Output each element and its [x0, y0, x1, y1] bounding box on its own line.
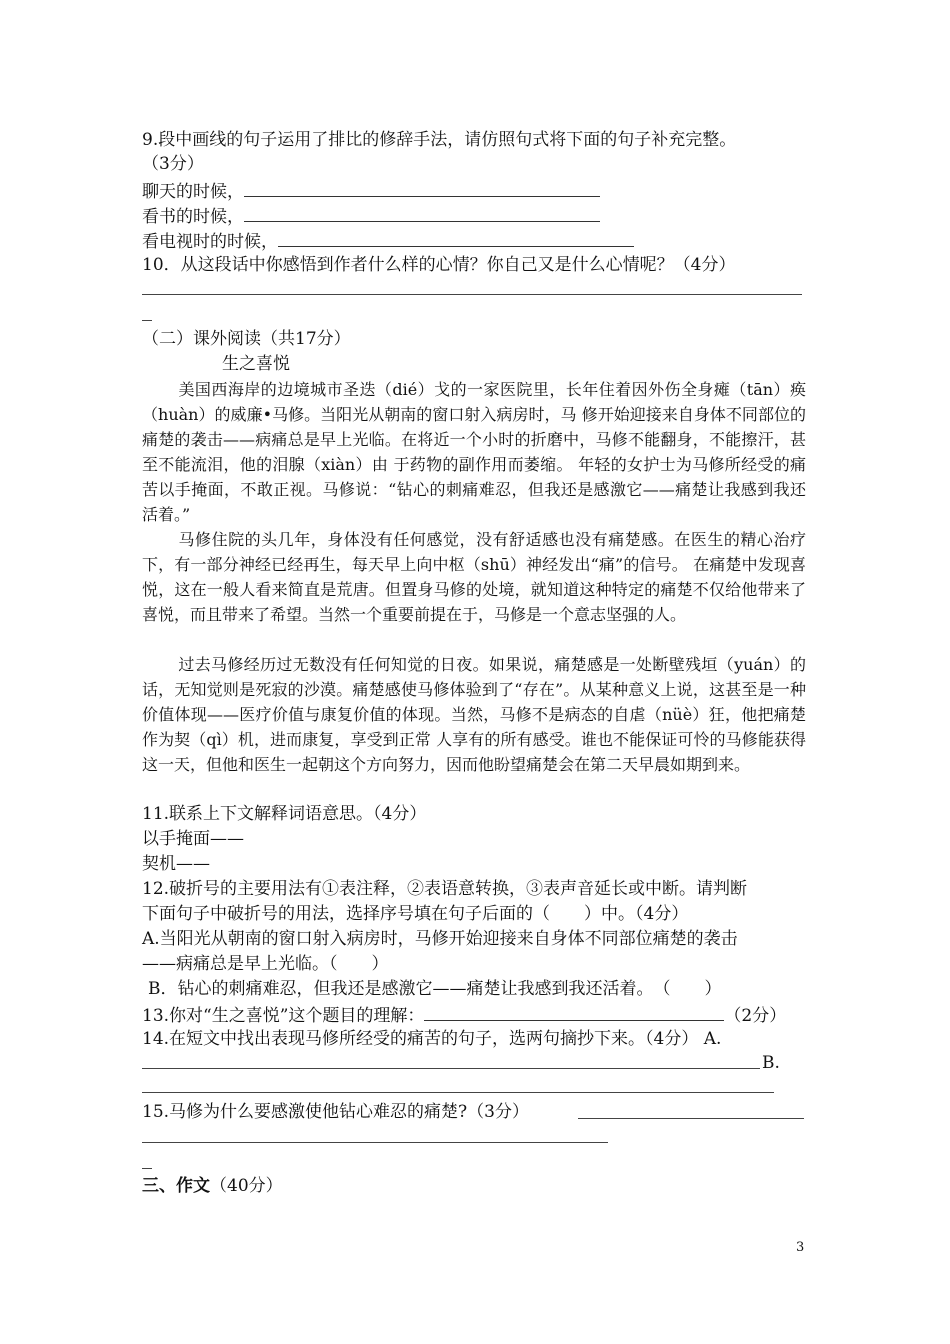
q12-sentence-a-1: A.当阳光从朝南的窗口射入病房时，马修开始迎接来自身体不同部位痛楚的袭击: [142, 929, 738, 949]
q15-answer-line-end: [142, 1168, 152, 1169]
q13-line: [142, 1002, 786, 1028]
article-paragraph-2-text: 马修住院的头几年，身体没有任何感觉，没有舒适感也没有痛楚感。在医生的精心治疗下，有一部分神经已经再生，每天早上向中枢（shū）神经发出“痛”的信号。 在痛楚中发现喜悦，这在一般人看来简直是荒唐。但置身马修的处境，就知道这种特定的痛楚不仅给他带来了喜悦，而且带来了希望。当然一个重要前提在于，马修是一个意志坚强的人。: [142, 530, 806, 624]
q9-item-tv: [142, 228, 634, 254]
q14-prompt: 14.在短文中找出表现马修所经受的痛苦的句子，选两句摘抄下来。（4分） A.: [142, 1029, 722, 1049]
q9-item-chat-label: 聊天的时候，: [142, 182, 244, 202]
article-paragraph-1-text: 美国西海岸的边境城市圣迭（dié）戈的一家医院里，长年住着因外伤全身瘫（tān）痪（huàn）的威廉•马修。当阳光从朝南的窗口射入病房时，马 修开始迎接来自身体不同部位的痛楚的袭击——病痛总是早上光临。在将近一个小时的折磨中，马修不能翻身，不能擦汗，甚至不能流泪，他的泪腺（xiàn）由 于药物的副作用而萎缩。 年轻的女护士为马修所经受的痛苦以手掩面，不敢正视。马修说：“钻心的刺痛难忍，但我还是感激它——痛楚让我感到我还活着。”: [142, 380, 806, 524]
q9-prompt: 9.段中画线的句子运用了排比的修辞手法，请仿照句式将下面的句子补充完整。: [142, 130, 737, 150]
q11-word-2: 契机——: [142, 854, 210, 874]
q9-item-chat: [142, 178, 600, 204]
q9-answer-blank-2[interactable]: [244, 203, 600, 222]
q10-answer-line-end: [142, 320, 152, 321]
q10-prompt: 10．从这段话中你感悟到作者什么样的心情？你自己又是什么心情呢？（4分）: [142, 255, 736, 275]
q15-answer-line-2[interactable]: [142, 1142, 608, 1143]
q15-answer-line-1[interactable]: [578, 1118, 804, 1119]
q9-item-read-label: 看书的时候，: [142, 207, 244, 227]
q9-answer-blank-1[interactable]: [244, 178, 600, 197]
q14-label-b: B.: [762, 1053, 780, 1073]
article-paragraph-1: [142, 377, 806, 527]
article-paragraph-3-text: 过去马修经历过无数没有任何知觉的日夜。如果说，痛楚感是一处断壁残垣（yuán）的话，无知觉则是死寂的沙漠。痛楚感使马修体验到了“存在”。从某种意义上说，这甚至是一种价值体现——医疗价值与康复价值的体现。当然，马修不是病态的自虐（nüè）狂，他把痛楚作为契（qì）机，进而康复，享受到正常 人享有的所有感受。谁也不能保证可怜的马修能获得这一天，但他和医生一起朝这个方向努力，因而他盼望痛楚会在第二天早晨如期到来。: [142, 655, 806, 774]
q13-score: （2分）: [724, 1006, 787, 1026]
q12-sentence-a-2: ——病痛总是早上光临。（ ）: [142, 954, 389, 974]
section3-title: 三、作文: [142, 1176, 210, 1196]
page-number: 3: [796, 1240, 805, 1255]
q9-item-tv-label: 看电视时的时候，: [142, 232, 278, 252]
section3-heading: [142, 1174, 283, 1198]
q11-word-1: 以手掩面——: [142, 829, 244, 849]
q12-prompt-1: 12.破折号的主要用法有①表注释，②表语意转换，③表声音延长或中断。请判断: [142, 879, 748, 899]
article-paragraph-3: [142, 652, 806, 777]
q10-answer-line[interactable]: [142, 294, 802, 295]
q9-answer-blank-3[interactable]: [278, 228, 634, 247]
section3-score: （40分）: [210, 1176, 283, 1196]
q13-prompt: 13.你对“生之喜悦”这个题目的理解：: [142, 1006, 425, 1026]
q11-prompt: 11.联系上下文解释词语意思。（4分）: [142, 804, 427, 824]
q15-prompt: 15.马修为什么要感激使他钻心难忍的痛楚?（3分）: [142, 1102, 529, 1122]
q9-score: （3分）: [142, 154, 204, 174]
q12-sentence-b: B．钻心的刺痛难忍，但我还是感激它——痛楚让我感到我还活着。 （ ）: [148, 979, 722, 999]
q12-prompt-2: 下面句子中破折号的用法，选择序号填在句子后面的（ ）中。（4分）: [142, 904, 689, 924]
q14-answer-line-a[interactable]: [142, 1068, 760, 1069]
q13-answer-blank[interactable]: [424, 1002, 724, 1021]
q9-item-read: [142, 203, 600, 229]
article-paragraph-2: [142, 527, 806, 627]
article-title: 生之喜悦: [222, 354, 290, 374]
q14-answer-line-b[interactable]: [142, 1092, 774, 1093]
section2-heading: （二）课外阅读（共17分）: [142, 329, 351, 349]
